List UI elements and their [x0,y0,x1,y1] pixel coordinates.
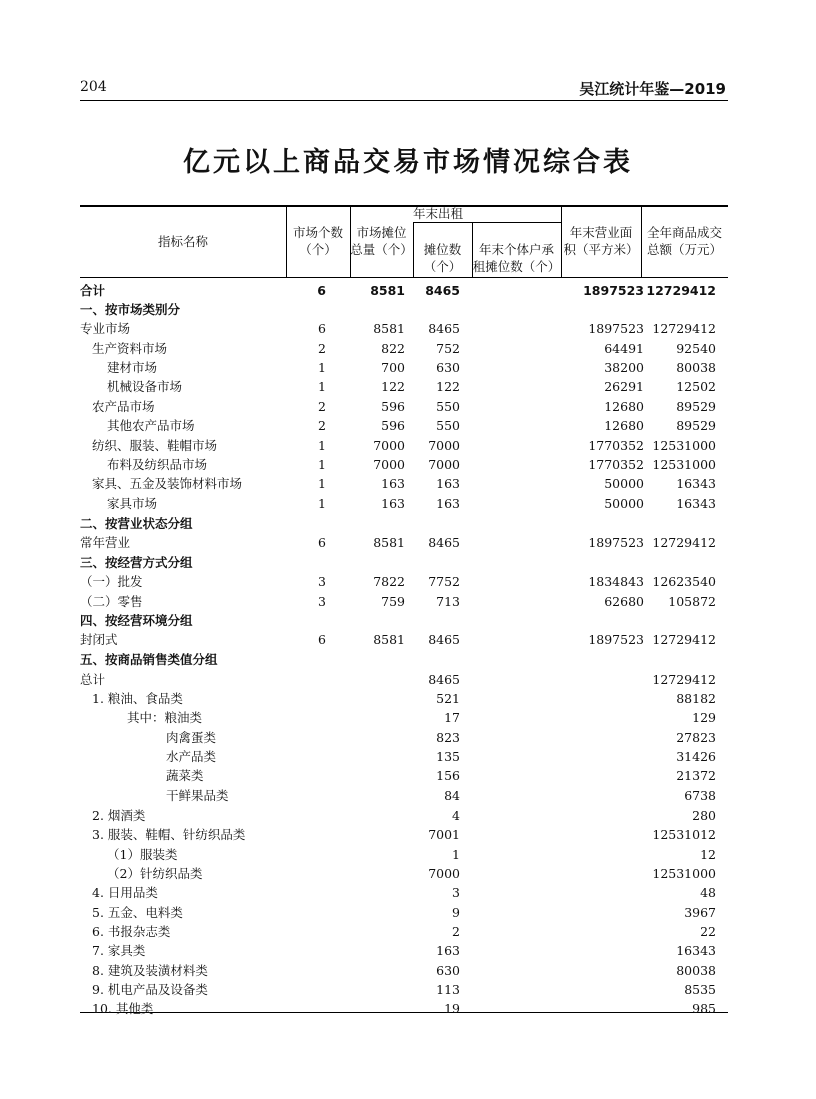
col-header-year-end-rent: 年末出租 [413,206,464,221]
rented-stalls-cell: 3 [452,885,460,900]
rented-stalls-cell: 550 [436,399,460,414]
turnover-cell: 12502 [676,379,716,394]
table-row [80,514,728,533]
table-row [80,999,728,1018]
table-row [80,941,728,960]
table-row [80,961,728,980]
turnover-cell: 12729412 [652,632,716,647]
markets-cell: 1 [318,476,326,491]
table-row [80,436,728,455]
rented-stalls-cell: 630 [436,360,460,375]
col-header-stalls-total: 市场摊位 总量（个） [350,225,413,257]
markets-cell: 6 [318,535,326,550]
table-row [80,494,728,513]
rented-stalls-cell: 7752 [428,574,460,589]
stalls-cell: 8581 [373,632,405,647]
turnover-cell: 89529 [676,399,716,414]
row-label: 5. 五金、电料类 [92,905,183,920]
turnover-cell: 92540 [676,341,716,356]
turnover-cell: 12729412 [652,321,716,336]
row-label: 五、按商品销售类值分组 [80,652,218,667]
table-row [80,397,728,416]
rented-stalls-cell: 752 [436,341,460,356]
stalls-cell: 700 [381,360,405,375]
turnover-cell: 16343 [676,943,716,958]
area-cell: 50000 [604,496,644,511]
stalls-cell: 759 [381,594,405,609]
row-label: 干鲜果品类 [166,788,229,803]
rented-stalls-cell: 113 [436,982,460,997]
row-label: 纺织、服装、鞋帽市场 [92,438,218,453]
markets-cell: 2 [318,341,326,356]
rented-stalls-cell: 521 [436,691,460,706]
rented-stalls-cell: 823 [436,730,460,745]
rented-stalls-cell: 7001 [428,827,460,842]
area-cell: 1834843 [588,574,644,589]
table-row [80,611,728,630]
row-label: 6. 书报杂志类 [92,924,171,939]
row-label: 二、按营业状态分组 [80,516,193,531]
header-bottom-rule [80,277,728,278]
row-label: （二）零售 [80,594,143,609]
row-label: 8. 建筑及装潢材料类 [92,963,208,978]
row-label: 其他农产品市场 [107,418,195,433]
table-row [80,980,728,999]
table-row [80,533,728,552]
turnover-cell: 88182 [676,691,716,706]
table-row [80,747,728,766]
rented-stalls-cell: 1 [452,847,460,862]
turnover-cell: 31426 [676,749,716,764]
table-row [80,474,728,493]
stalls-cell: 7822 [373,574,405,589]
rented-stalls-cell: 8465 [428,535,460,550]
row-label: 9. 机电产品及设备类 [92,982,208,997]
turnover-cell: 8535 [684,982,716,997]
turnover-cell: 12729412 [646,283,716,298]
stalls-cell: 822 [381,341,405,356]
table-row [80,377,728,396]
row-label: （1）服装类 [107,847,178,862]
area-cell: 1897523 [588,632,644,647]
col-header-area: 年末营业面 积（平方米） [563,225,639,257]
area-cell: 12680 [604,399,644,414]
row-label: 生产资料市场 [92,341,168,356]
markets-cell: 2 [318,418,326,433]
table-row [80,300,728,319]
table-row [80,864,728,883]
table-row [80,670,728,689]
stalls-cell: 7000 [373,438,405,453]
row-label: 其中：粮油类 [127,710,203,725]
rented-stalls-cell: 8465 [428,672,460,687]
rented-stalls-cell: 163 [436,943,460,958]
area-cell: 1770352 [588,438,644,453]
table-row [80,903,728,922]
row-label: 蔬菜类 [166,768,204,783]
turnover-cell: 89529 [676,418,716,433]
table-row [80,281,728,300]
area-cell: 1770352 [588,457,644,472]
rented-stalls-cell: 8465 [425,283,460,298]
table-row [80,319,728,338]
stalls-cell: 7000 [373,457,405,472]
stalls-cell: 596 [381,418,405,433]
table-row [80,708,728,727]
turnover-cell: 21372 [676,768,716,783]
row-label: 常年营业 [80,535,131,550]
markets-cell: 1 [318,496,326,511]
table-row [80,845,728,864]
rented-stalls-cell: 7000 [428,866,460,881]
rented-stalls-cell: 550 [436,418,460,433]
row-label: 合计 [80,283,106,298]
turnover-cell: 105872 [668,594,716,609]
table-top-rule [80,205,728,207]
table-row [80,728,728,747]
col-header-rented-stalls: 摊位数 （个） [423,242,462,274]
markets-cell: 1 [318,438,326,453]
turnover-cell: 80038 [676,963,716,978]
area-cell: 64491 [604,341,644,356]
rented-stalls-cell: 7000 [428,438,460,453]
table-row [80,553,728,572]
area-cell: 26291 [604,379,644,394]
turnover-cell: 12531000 [652,438,716,453]
row-label: 水产品类 [166,749,217,764]
stalls-cell: 122 [381,379,405,394]
turnover-cell: 3967 [684,905,716,920]
turnover-cell: 80038 [676,360,716,375]
row-label: 7. 家具类 [92,943,146,958]
rented-stalls-cell: 163 [436,496,460,511]
row-label: 布料及纺织品市场 [107,457,208,472]
area-cell: 38200 [604,360,644,375]
col-header-markets: 市场个数 （个） [292,225,343,257]
header-rule [80,100,728,101]
row-label: 专业市场 [80,321,131,336]
area-cell: 1897523 [583,283,644,298]
turnover-cell: 985 [692,1001,716,1016]
table-row [80,339,728,358]
col-header-indicator: 指标名称 [157,234,208,249]
row-label: 2. 烟酒类 [92,808,146,823]
turnover-cell: 27823 [676,730,716,745]
stalls-cell: 8581 [373,535,405,550]
table-row [80,455,728,474]
row-label: （2）针纺织品类 [107,866,203,881]
area-cell: 1897523 [588,535,644,550]
turnover-cell: 16343 [676,476,716,491]
col-header-individual-stalls: 年末个体户承 租摊位数（个） [472,242,561,274]
turnover-cell: 12 [700,847,716,862]
row-label: 肉禽蛋类 [166,730,217,745]
turnover-cell: 12531012 [652,827,716,842]
table-row [80,592,728,611]
col-header-turnover: 全年商品成交 总额（万元） [646,225,722,257]
rented-stalls-cell: 8465 [428,321,460,336]
table-row [80,786,728,805]
turnover-cell: 6738 [684,788,716,803]
book-title: 吴江统计年鉴—2019 [579,80,726,98]
rented-stalls-cell: 713 [436,594,460,609]
turnover-cell: 12531000 [652,866,716,881]
rented-stalls-cell: 156 [436,768,460,783]
markets-cell: 1 [318,360,326,375]
page-number: 204 [80,79,107,95]
table-row [80,416,728,435]
turnover-cell: 22 [700,924,716,939]
rented-stalls-cell: 7000 [428,457,460,472]
row-label: 一、按市场类别分 [80,302,181,317]
row-label: （一）批发 [80,574,143,589]
rented-stalls-cell: 163 [436,476,460,491]
turnover-cell: 129 [692,710,716,725]
turnover-cell: 12729412 [652,672,716,687]
row-label: 总计 [80,672,106,687]
stalls-cell: 163 [381,496,405,511]
row-label: 农产品市场 [92,399,155,414]
row-label: 10. 其他类 [92,1001,154,1016]
table-row [80,358,728,377]
rented-stalls-cell: 135 [436,749,460,764]
table-row [80,766,728,785]
turnover-cell: 12531000 [652,457,716,472]
subheader-rule [413,222,561,223]
rented-stalls-cell: 630 [436,963,460,978]
table-row [80,630,728,649]
table-row [80,572,728,591]
turnover-cell: 12729412 [652,535,716,550]
row-label: 建材市场 [107,360,158,375]
rented-stalls-cell: 2 [452,924,460,939]
table-row [80,922,728,941]
rented-stalls-cell: 122 [436,379,460,394]
turnover-cell: 12623540 [652,574,716,589]
row-label: 家具市场 [107,496,158,511]
rented-stalls-cell: 84 [444,788,460,803]
row-label: 机械设备市场 [107,379,183,394]
markets-cell: 2 [318,399,326,414]
row-label: 4. 日用品类 [92,885,158,900]
stalls-cell: 596 [381,399,405,414]
markets-cell: 6 [317,283,326,298]
area-cell: 1897523 [588,321,644,336]
table-row [80,825,728,844]
rented-stalls-cell: 19 [444,1001,460,1016]
markets-cell: 6 [318,321,326,336]
markets-cell: 3 [318,594,326,609]
markets-cell: 3 [318,574,326,589]
row-label: 3. 服装、鞋帽、针纺织品类 [92,827,246,842]
turnover-cell: 16343 [676,496,716,511]
page-title: 亿元以上商品交易市场情况综合表 [183,147,633,178]
rented-stalls-cell: 17 [444,710,460,725]
turnover-cell: 280 [692,808,716,823]
table-row [80,883,728,902]
turnover-cell: 48 [700,885,716,900]
rented-stalls-cell: 9 [452,905,460,920]
row-label: 家具、五金及装饰材料市场 [92,476,243,491]
row-label: 三、按经营方式分组 [80,555,193,570]
stalls-cell: 8581 [370,283,405,298]
row-label: 封闭式 [80,632,118,647]
rented-stalls-cell: 8465 [428,632,460,647]
table-row [80,689,728,708]
markets-cell: 1 [318,379,326,394]
area-cell: 50000 [604,476,644,491]
table-row [80,650,728,669]
stalls-cell: 8581 [373,321,405,336]
area-cell: 12680 [604,418,644,433]
table-row [80,806,728,825]
stalls-cell: 163 [381,476,405,491]
row-label: 1. 粮油、食品类 [92,691,183,706]
markets-cell: 1 [318,457,326,472]
markets-cell: 6 [318,632,326,647]
rented-stalls-cell: 4 [452,808,460,823]
row-label: 四、按经营环境分组 [80,613,193,628]
area-cell: 62680 [604,594,644,609]
